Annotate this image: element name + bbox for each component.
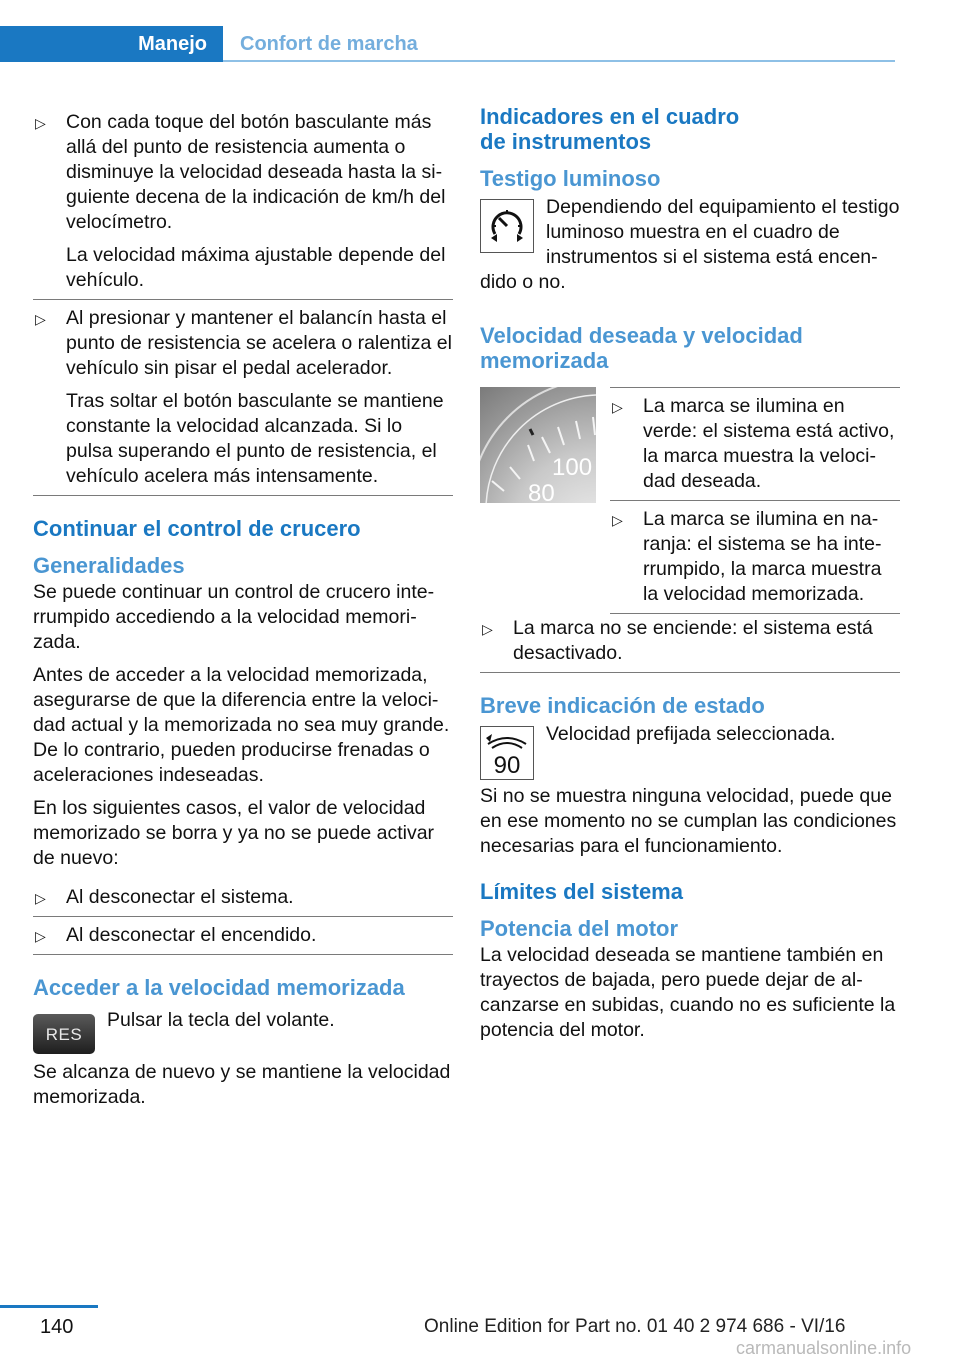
heading-general: Generalidades [33,553,185,578]
heading-limits: Límites del sistema [480,879,683,904]
bullet-list-speed [610,387,900,614]
section-tab-confort[interactable]: Confort de marcha [240,32,418,55]
list-item: ▷ La marca se ilumina en naranja: el sistema se ha interrumpido, la marca muestra la velocidad memorizada. [610,501,900,614]
triangle-bullet-icon: ▷ [35,890,46,906]
speedo-label-100: 100 [552,454,593,481]
speed-block [480,387,900,617]
watermark: carmanualsonline.info [736,1338,912,1358]
heading-power: Potencia del motor [480,916,679,941]
bullet-list-adjust [33,104,453,496]
bullet-list-erase [33,879,453,955]
triangle-bullet-icon: ▷ [35,311,46,327]
header-rule [223,60,895,62]
paragraph: Se alcanza de nuevo y se mantiene la velocidad memorizada. [33,1061,451,1108]
list-item: ▷ La marca no se enciende: el sistema está desactivado. [480,610,900,673]
status-speed-value: 90 [493,752,521,778]
bullet-list-off [480,610,900,673]
triangle-bullet-icon: ▷ [482,621,493,637]
paragraph: Pulsar la tecla del volante. [107,1009,335,1031]
speed-bullets-wrap [610,387,900,614]
page-number: 140 [40,1316,74,1338]
triangle-bullet-icon: ▷ [612,512,623,528]
speedometer-image [480,387,596,503]
status-speed-icon [480,726,534,780]
paragraph: En los siguientes casos, el valor de velocidad memorizado se borra y ya no se puede activar de nuevo: [33,797,435,869]
res-button-icon: RES [33,1014,95,1054]
paragraph: Si no se muestra ninguna velocidad, puede que en ese momento no se cumplan las condiciones necesarias para el funcionamiento. [480,785,897,857]
heading-lamp: Testigo luminoso [480,166,661,191]
list-item: ▷ Con cada toque del botón basculante más allá del punto de resistencia aumenta o disminuye la velocidad deseada hasta la siguiente decena de la indicación de km/h del velocímetro. La velocidad máxima ajustable depende del vehículo. [33,104,453,300]
paragraph: Velocidad prefijada seleccionada. [546,723,836,745]
speedo-label-80: 80 [528,480,555,503]
list-item: ▷ Al presionar y mantener el balancín hasta el punto de resistencia se acelera o ralentiza el vehículo sin pisar el pedal acelerador. Tras soltar el botón basculante se mantiene constante la velocidad alcanzada. Si lo pulsa superando el punto de resistencia, el vehículo acelera más intensamente. [33,300,453,496]
section-tab-manejo[interactable]: Manejo [0,26,223,62]
left-column [33,104,453,1118]
paragraph: Dependiendo del equipamiento el testigo luminoso muestra en el cuadro de instrumentos si el sistema está encendido o no. [480,196,900,293]
paragraph: Antes de acceder a la velocidad memorizada, asegurarse de que la diferencia entre la velocidad actual y la memorizada no sea muy grande. De lo contrario, pueden producirse frenadas o aceleraciones indeseadas. [33,664,450,786]
right-column [480,104,900,1051]
list-item: ▷ La marca se ilumina en verde: el sistema está activo, la marca muestra la velocidad deseada. [610,388,900,501]
triangle-bullet-icon: ▷ [35,928,46,944]
paragraph: La velocidad deseada se mantiene también en trayectos de bajada, pero puede dejar de alcanzarse en subidas, cuando no es suficiente la potencia del motor. [480,944,896,1041]
triangle-bullet-icon: ▷ [35,115,46,131]
edition-note: Online Edition for Part no. 01 40 2 974 686 - VI/16 [424,1316,846,1337]
footer-rule [0,1305,98,1308]
list-item: ▷ Al desconectar el encendido. [33,917,453,955]
heading-continue: Continuar el control de crucero [33,516,361,541]
page-header [0,26,895,62]
list-item: ▷ Al desconectar el sistema. [33,879,453,917]
cruise-control-lamp-icon [480,199,534,253]
paragraph: Se puede continuar un control de crucero interrumpido accediendo a la velocidad memorizada. [33,581,435,653]
heading-indicators: Indicadores en el cuadro de instrumentos [480,104,740,154]
heading-speed: Velocidad deseada y velocidad memorizada [480,323,803,373]
heading-access: Acceder a la velocidad memorizada [33,975,405,1000]
triangle-bullet-icon: ▷ [612,399,623,415]
heading-brief-status: Breve indicación de estado [480,693,765,718]
